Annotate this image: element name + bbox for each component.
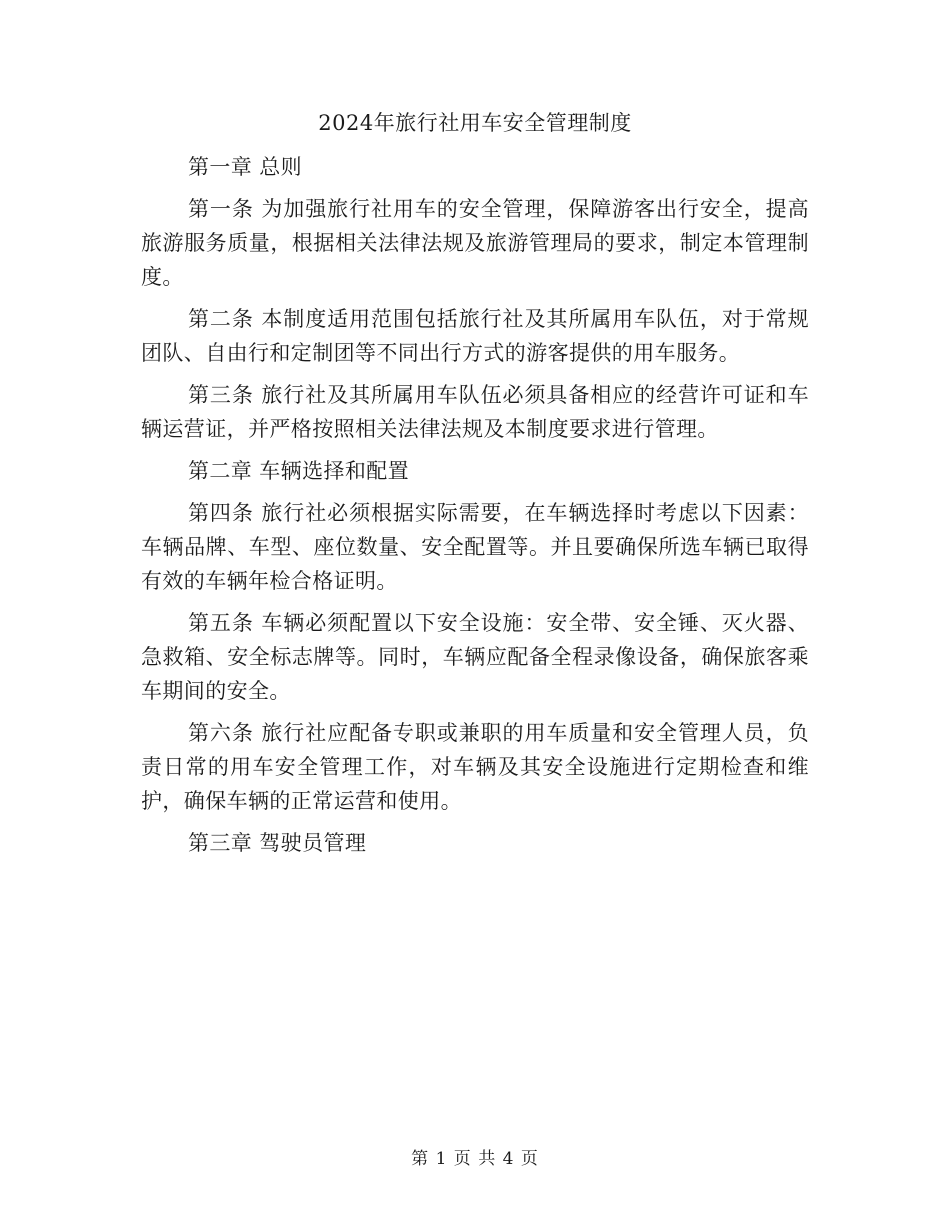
article-paragraph: 第二条 本制度适用范围包括旅行社及其所属用车队伍，对于常规团队、自由行和定制团等不同出行方式的游客提供的用车服务。 xyxy=(141,307,809,365)
page-number-footer: 第 1 页 共 4 页 xyxy=(411,1149,539,1169)
article-paragraph: 第四条 旅行社必须根据实际需要，在车辆选择时考虑以下因素：车辆品牌、车型、座位数量、安全配置等。并且要确保所选车辆已取得有效的车辆年检合格证明。 xyxy=(141,501,809,593)
article-paragraph: 第五条 车辆必须配置以下安全设施：安全带、安全锤、灭火器、急救箱、安全标志牌等。同时，车辆应配备全程录像设备，确保旅客乘车期间的安全。 xyxy=(141,611,809,703)
document-body xyxy=(141,150,809,868)
article-paragraph: 第一条 为加强旅行社用车的安全管理，保障游客出行安全，提高旅游服务质量，根据相关法律法规及旅游管理局的要求，制定本管理制度。 xyxy=(141,197,809,289)
article-paragraph: 第六条 旅行社应配备专职或兼职的用车质量和安全管理人员，负责日常的用车安全管理工作，对车辆及其安全设施进行定期检查和维护，确保车辆的正常运营和使用。 xyxy=(141,721,809,813)
article-paragraph: 第三条 旅行社及其所属用车队伍必须具备相应的经营许可证和车辆运营证，并严格按照相关法律法规及本制度要求进行管理。 xyxy=(141,383,809,441)
chapter-heading: 第三章 驾驶员管理 xyxy=(188,831,367,855)
document-title: 2024年旅行社用车安全管理制度 xyxy=(318,111,632,135)
chapter-heading: 第一章 总则 xyxy=(188,155,303,179)
chapter-heading: 第二章 车辆选择和配置 xyxy=(188,459,410,483)
